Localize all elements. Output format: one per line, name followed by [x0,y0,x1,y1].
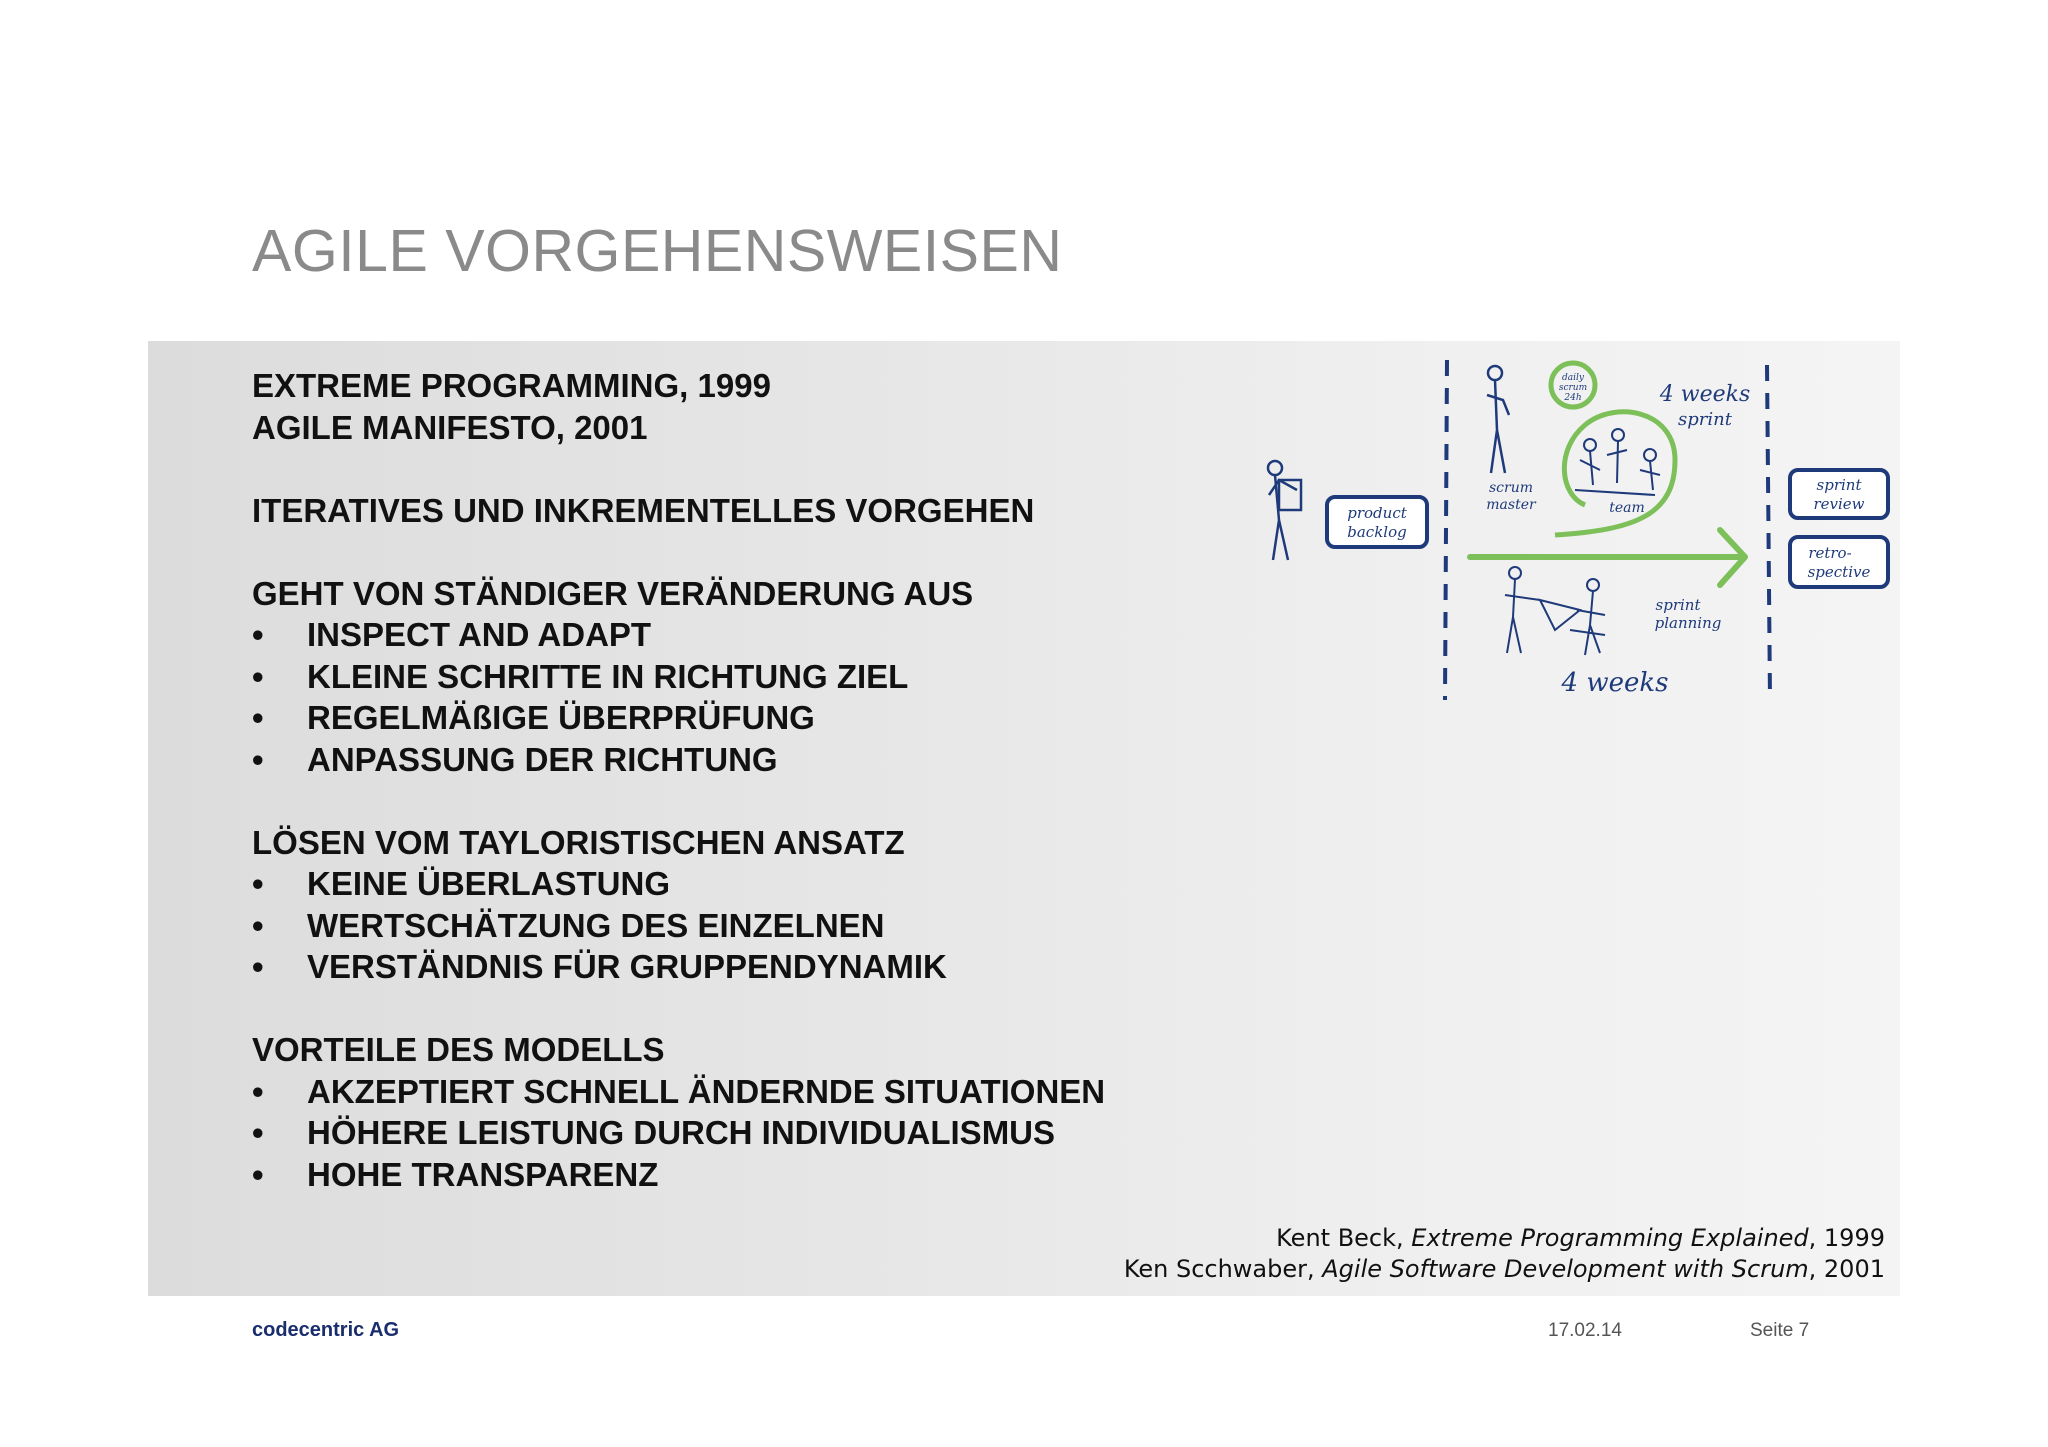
sprint-planning-figure [1505,567,1605,655]
scrum-sprint-diagram [1255,355,1895,710]
sprint-planning-label: planning [1654,614,1722,632]
citation-line: Ken Scchwaber, Agile Software Development with Scrum, 2001 [1123,1255,1885,1283]
bullet-item: • ANPASSUNG DER RICHTUNG [252,740,778,778]
daily-scrum-label: scrum [1558,383,1588,393]
daily-scrum-label: daily [1562,373,1584,383]
history-line: EXTREME PROGRAMMING, 1999 [252,367,771,404]
iterative-heading: ITERATIVES UND INKREMENTELLES VORGEHEN [252,491,1035,529]
bullet-item: • HOHE TRANSPARENZ [252,1155,659,1193]
taylor-heading: LÖSEN VOM TAYLORISTISCHEN ANSATZ [252,823,905,861]
scrum-master-label: master [1486,497,1536,513]
daily-scrum-label: 24h [1564,393,1582,403]
product-backlog-label: product [1347,504,1407,522]
slide-title: AGILE VORGEHENSWEISEN [252,218,1063,284]
product-backlog-label: backlog [1347,523,1407,541]
sprint-review-label: sprint [1816,476,1862,494]
team-label: team [1609,500,1645,516]
bullet-item: • REGELMÄßIGE ÜBERPRÜFUNG [252,699,815,736]
sprint-duration-label: sprint [1678,409,1732,430]
bullet-item: • KLEINE SCHRITTE IN RICHTUNG ZIEL [252,657,909,695]
change-heading: GEHT VON STÄNDIGER VERÄNDERUNG AUS [252,574,974,612]
footer-company: codecentric AG [252,1319,400,1341]
retrospective-label: retro- [1808,544,1852,562]
scrum-master-figure [1487,366,1509,473]
product-owner-figure [1268,461,1301,560]
bullet-item: • WERTSCHÄTZUNG DES EINZELNEN [252,906,885,944]
sprint-duration-label: 4 weeks [1659,382,1751,407]
sprint-review-label: review [1813,495,1865,513]
scrum-master-label: scrum [1488,480,1534,496]
bullet-item: • HÖHERE LEISTUNG DURCH INDIVIDUALISMUS [252,1114,1056,1151]
bullet-item: • VERSTÄNDNIS FÜR GRUPPENDYNAMIK [252,948,947,985]
sprint-planning-label: sprint [1655,596,1701,614]
main-content [252,365,1252,1195]
sprint-boundary-right [1767,365,1770,700]
retrospective-label: spective [1807,563,1871,581]
bullet-item: • INSPECT AND ADAPT [252,616,652,653]
bullet-item: • AKZEPTIERT SCHNELL ÄNDERNDE SITUATIONEN [252,1072,1106,1110]
citation-line: Kent Beck, Extreme Programming Explained, 1999 [1276,1224,1885,1252]
footer-page-number: Seite 7 [1750,1320,1810,1341]
bullet-item: • KEINE ÜBERLASTUNG [252,865,671,902]
advantages-heading: VORTEILE DES MODELLS [252,1031,665,1068]
history-line: AGILE MANIFESTO, 2001 [252,408,648,446]
citations [1124,1223,1885,1285]
team-figure [1575,429,1660,495]
weeks-label: 4 weeks [1561,668,1669,698]
footer-date: 17.02.14 [1548,1320,1622,1341]
sprint-boundary-left [1445,360,1447,700]
